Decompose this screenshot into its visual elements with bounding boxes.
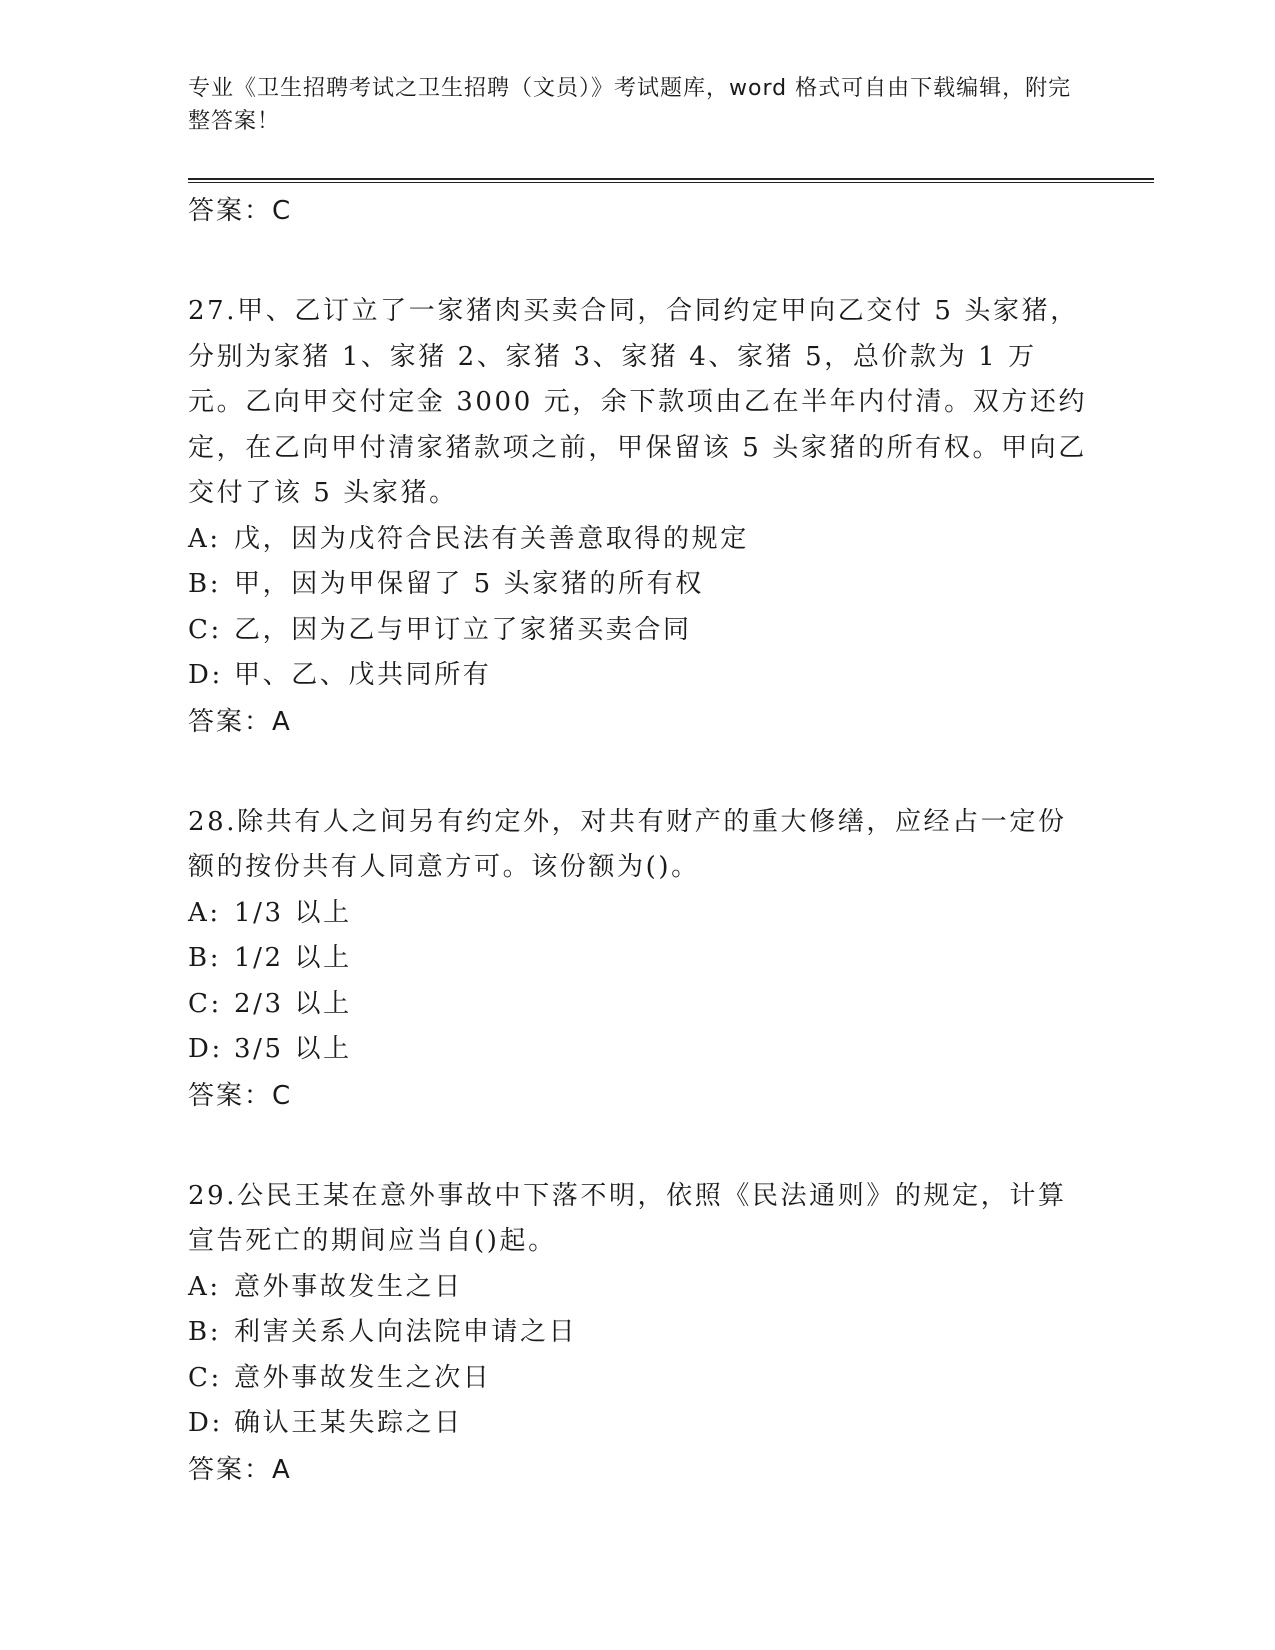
option-text: 1/2 以上 [234,943,352,973]
option-b [188,936,1088,982]
answer: 答案：A [188,706,292,737]
option-b [188,1310,1088,1356]
option-b [188,562,1088,608]
option-a [188,517,1088,563]
option-d [188,1401,1088,1447]
question-stem: 28.除共有人之间另有约定外，对共有财产的重大修缮，应经占一定份额的按份共有人同意方可。该份额为()。 [188,806,1067,882]
option-letter: D: [188,1408,223,1438]
option-letter: C: [188,1362,222,1393]
option-letter: A: [188,1271,221,1302]
option-text: 意外事故发生之次日 [234,1362,492,1393]
option-text: 1/3 以上 [234,897,352,928]
question-stem: 29.公民王某在意外事故中下落不明，依照《民法通则》的规定，计算宣告死亡的期间应当自()起。 [188,1180,1067,1256]
page-header: 专业《卫生招聘考试之卫生招聘（文员）》考试题库，word 格式可自由下载编辑，附完整答案！ [188,76,1072,134]
answer-previous: 答案：C [188,196,293,226]
option-c [188,982,1088,1028]
option-letter: D: [188,1034,223,1064]
answer: 答案：A [188,1454,292,1485]
option-d [188,653,1088,699]
option-c [188,608,1088,654]
option-letter: B: [188,569,222,599]
option-text: 确认王某失踪之日 [234,1408,463,1438]
option-text: 3/5 以上 [234,1034,352,1064]
option-letter: A: [188,523,221,554]
option-letter: C: [188,988,222,1019]
answer: 答案：C [188,1080,293,1111]
question-28 [188,800,1088,1119]
option-text: 戊，因为戊符合民法有关善意取得的规定 [234,523,749,554]
option-text: 意外事故发生之日 [234,1271,463,1302]
option-text: 乙，因为乙与甲订立了家猪买卖合同 [234,614,692,645]
question-27 [188,289,1088,745]
document-body [188,188,1088,1493]
option-a [188,1265,1088,1311]
option-d [188,1027,1088,1073]
option-c [188,1356,1088,1402]
option-text: 甲，因为甲保留了 5 头家猪的所有权 [234,569,704,599]
option-letter: A: [188,897,221,928]
option-letter: B: [188,1317,222,1347]
question-stem: 27.甲、乙订立了一家猪肉买卖合同，合同约定甲向乙交付 5 头家猪，分别为家猪 1、家猪 2、家猪 3、家猪 4、家猪 5，总价款为 1 万元。乙向甲交付定金 3000 元，余下款项由乙在半年内付清。双方还约定，在乙向甲付清家猪款项之前，甲保留该 5 头家猪的所有权。甲向乙交付了该 5 头家猪。 [188,296,1088,508]
header-divider [188,178,1154,183]
question-29 [188,1174,1088,1493]
option-text: 甲、乙、戊共同所有 [234,660,492,690]
option-letter: D: [188,660,223,690]
option-a [188,891,1088,937]
option-letter: B: [188,943,222,973]
option-text: 利害关系人向法院申请之日 [234,1317,578,1347]
option-text: 2/3 以上 [234,988,352,1019]
option-letter: C: [188,614,222,645]
